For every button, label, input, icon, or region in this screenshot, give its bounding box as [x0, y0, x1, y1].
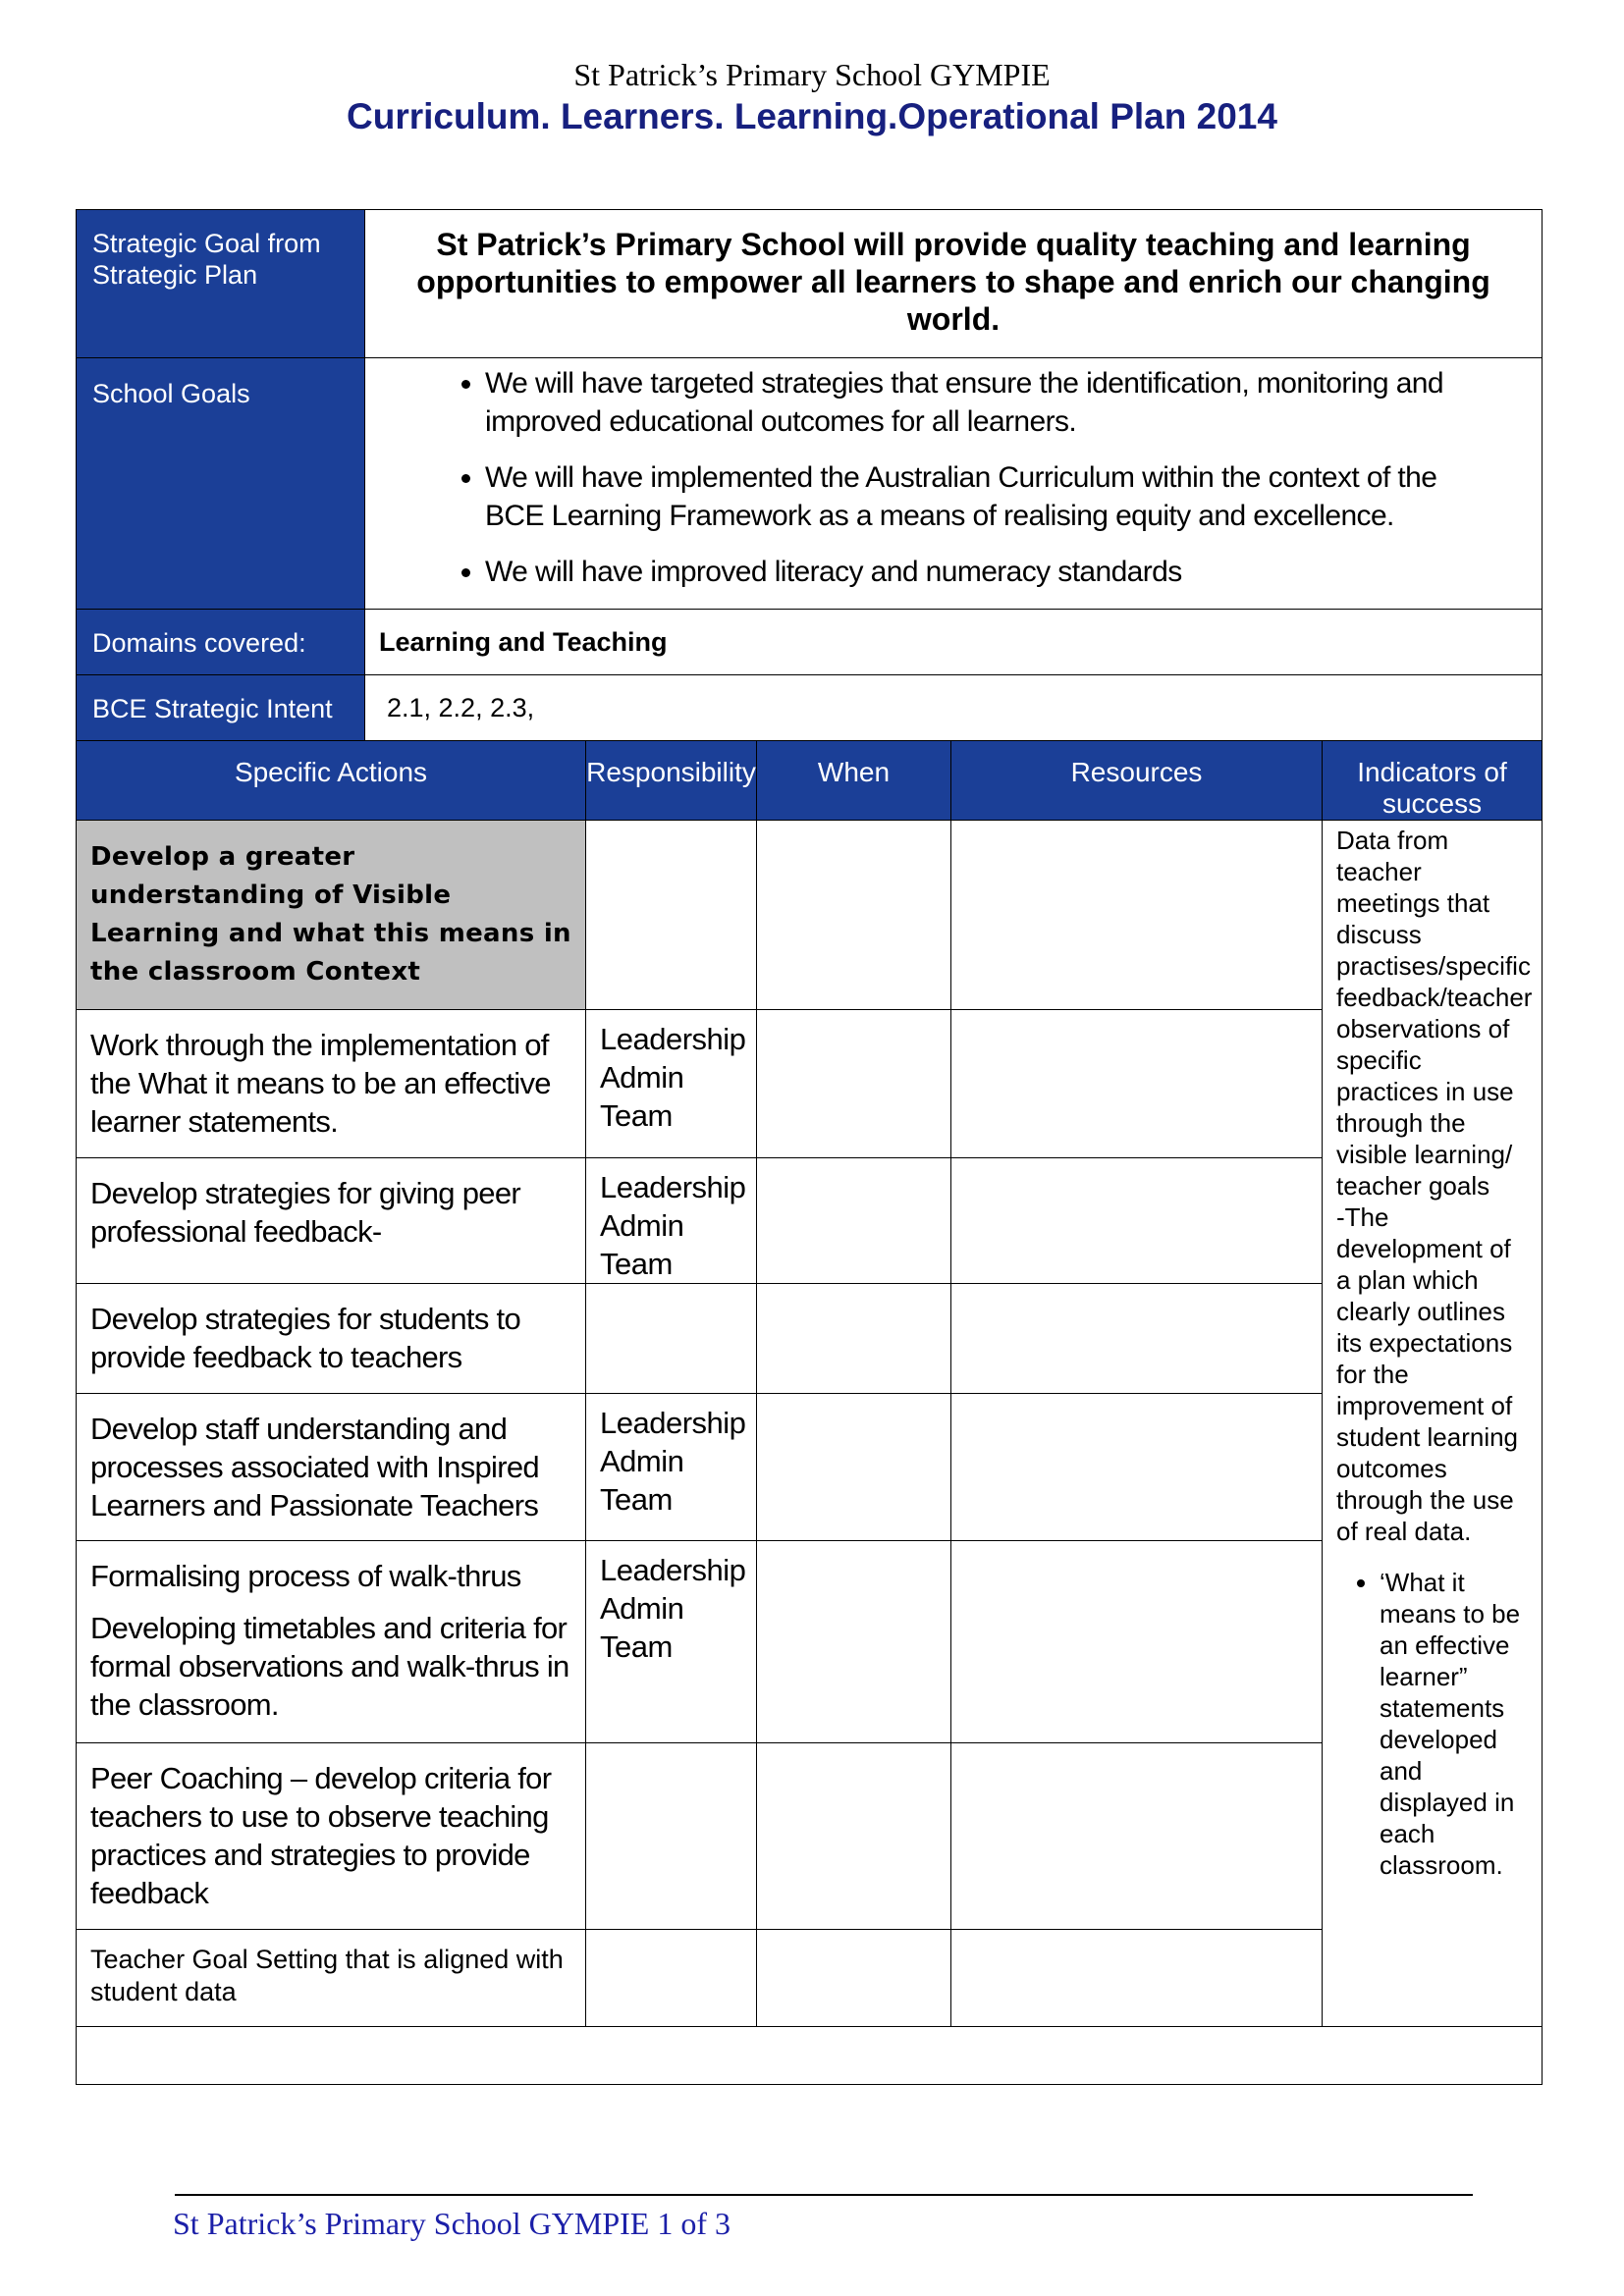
responsibility-cell [586, 1930, 757, 2027]
indicators-list [1336, 1567, 1530, 1881]
action-row [77, 1930, 586, 2027]
resources-cell [951, 1158, 1323, 1284]
strategic-goal-text: St Patrick’s Primary School will provide quality teaching and learning opportunities to empower all learners to shape and enrich our changing world. [365, 210, 1543, 358]
intent-value: 2.1, 2.2, 2.3, [365, 675, 1543, 741]
action-text: Developing timetables and criteria for formal observations and walk-thrus in the classroom. [90, 1611, 569, 1722]
responsibility-line: Admin Team [600, 1208, 684, 1281]
action-text: Teacher Goal Setting that is aligned with student data [90, 1945, 564, 2006]
column-header-indicators: Indicators of success [1323, 741, 1543, 821]
when-cell [757, 1394, 951, 1541]
indicators-paragraph: Data from teacher meetings that discuss practises/specific feedback/teacher observations of specific practices in use through the visible learning/ teacher goals [1336, 826, 1533, 1201]
action-row [77, 1394, 586, 1541]
resources-cell [951, 1743, 1323, 1930]
action-text: Formalising process of walk-thrus [90, 1559, 521, 1593]
resources-cell [951, 1394, 1323, 1541]
when-cell [757, 1541, 951, 1743]
column-header-resources: Resources [951, 741, 1323, 821]
indicators-cell [1323, 821, 1543, 2027]
responsibility-line: Leadership [600, 1553, 746, 1587]
action-row [77, 1743, 586, 1930]
responsibility-cell [586, 821, 757, 1010]
action-row [77, 1010, 586, 1158]
when-cell [757, 1930, 951, 2027]
resources-cell [951, 1010, 1323, 1158]
school-goal-item: • We will have implemented the Australian Curriculum within the context of the BCE Learning Framework as a means of realising equity and excellence. [485, 458, 1502, 535]
school-name-header: St Patrick’s Primary School GYMPIE [573, 57, 1051, 92]
school-goal-item: • We will have improved literacy and numeracy standards [485, 553, 1502, 591]
responsibility-line: Leadership [600, 1022, 746, 1056]
action-row [77, 1158, 586, 1284]
responsibility-cell [586, 1158, 757, 1284]
resources-cell [951, 1930, 1323, 2027]
responsibility-cell [586, 1394, 757, 1541]
responsibility-cell [586, 1284, 757, 1394]
school-goals-label: School Goals [77, 358, 365, 610]
responsibility-cell [586, 1541, 757, 1743]
responsibility-line: Admin Team [600, 1591, 684, 1664]
school-goals-cell [365, 358, 1543, 610]
when-cell [757, 821, 951, 1010]
responsibility-cell [586, 1010, 757, 1158]
action-text: Work through the implementation of the What it means to be an effective learner statements. [90, 1028, 551, 1139]
resources-cell [951, 1284, 1323, 1394]
action-text: Develop staff understanding and processes associated with Inspired Learners and Passionate Teachers [90, 1412, 539, 1522]
when-cell [757, 1010, 951, 1158]
responsibility-line: Leadership [600, 1170, 746, 1204]
intent-label: BCE Strategic Intent [77, 675, 365, 741]
strategic-goal-label: Strategic Goal from Strategic Plan [77, 210, 365, 358]
responsibility-line: Leadership [600, 1406, 746, 1440]
section-heading: Develop a greater understanding of Visible Learning and what this means in the classroom Context [77, 821, 586, 1010]
school-goals-list [365, 358, 1542, 609]
when-cell [757, 1284, 951, 1394]
indicators-bullet: • ‘What it means to be an effective learner” statements developed and displayed in each classroom. [1380, 1567, 1530, 1881]
responsibility-line: Admin Team [600, 1060, 684, 1133]
empty-footer-row [77, 2027, 1543, 2085]
indicators-paragraph-2: -The development of a plan which clearly outlines its expectations for the improvement of student learning outcomes through the use of real data. [1336, 1202, 1519, 1546]
action-text: Develop strategies for giving peer professional feedback- [90, 1176, 521, 1249]
operational-plan-table [76, 209, 1543, 2085]
page-title: Curriculum. Learners. Learning.Operational Plan 2014 [347, 96, 1277, 136]
when-cell [757, 1158, 951, 1284]
domains-label: Domains covered: [77, 610, 365, 675]
action-text: Develop strategies for students to provide feedback to teachers [90, 1302, 521, 1374]
when-cell [757, 1743, 951, 1930]
resources-cell [951, 821, 1323, 1010]
domains-value: Learning and Teaching [365, 610, 1543, 675]
action-row [77, 1284, 586, 1394]
school-goal-item: • We will have targeted strategies that ensure the identification, monitoring and improved educational outcomes for all learners. [485, 364, 1502, 441]
responsibility-cell [586, 1743, 757, 1930]
column-header-actions: Specific Actions [77, 741, 586, 821]
footer-divider [175, 2194, 1473, 2196]
action-text: Peer Coaching – develop criteria for teachers to use to observe teaching practices and strategies to provide feedback [90, 1761, 552, 1910]
resources-cell [951, 1541, 1323, 1743]
column-header-responsibility: Responsibility [586, 741, 757, 821]
action-row [77, 1541, 586, 1743]
page-footer: St Patrick’s Primary School GYMPIE 1 of 3 [173, 2206, 731, 2241]
responsibility-line: Admin Team [600, 1444, 684, 1517]
column-header-when: When [757, 741, 951, 821]
